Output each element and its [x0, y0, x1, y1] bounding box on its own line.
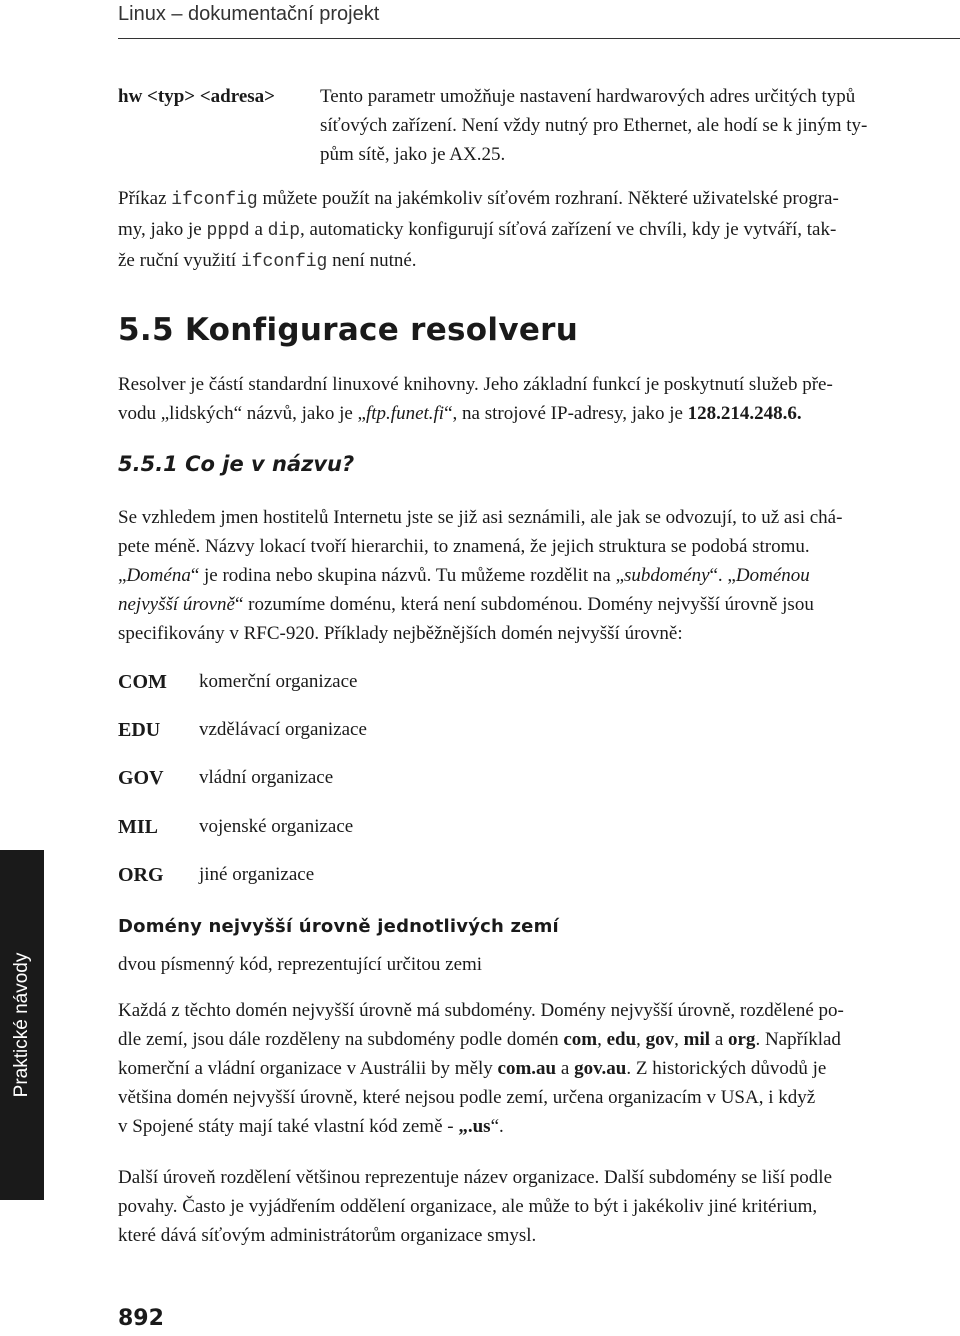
domain-description: vládní organizace — [199, 767, 334, 788]
paragraph-resolver — [118, 370, 954, 428]
country-domains-description: dvou písmenný kód, reprezentující určitou zemi — [118, 954, 483, 975]
code-pppd: pppd — [206, 221, 250, 241]
paragraph-next-level — [118, 1163, 954, 1250]
domain-code: MIL — [118, 816, 158, 838]
definition-term: hw <typ> <adresa> — [118, 86, 275, 107]
code-ifconfig: ifconfig — [240, 252, 328, 272]
domain-description: vojenské organizace — [199, 816, 354, 837]
text-line: vodu „lidských“ názvů, jako je „ftp.funet.fi“, na strojové IP-adresy, jako je 128.214.248.6. — [118, 403, 802, 424]
text-line: které dává síťovým administrátorům organizace smysl. — [118, 1225, 537, 1246]
text-line: specifikovány v RFC-920. Příklady nejběžnějších domén nejvyšší úrovně: — [118, 623, 683, 644]
domain-code: COM — [118, 671, 167, 693]
text-line: „Doména“ je rodina nebo skupina názvů. Tu můžeme rozdělit na „subdomény“. „Doménou — [118, 565, 810, 586]
side-tab-label: Praktické návody — [11, 952, 32, 1098]
code-ifconfig: ifconfig — [171, 190, 258, 210]
domain-code: EDU — [118, 719, 161, 741]
text-line: že ruční využití ifconfig není nutné. — [118, 250, 417, 272]
paragraph-ifconfig — [118, 184, 954, 277]
text-line: dle zemí, jsou dále rozděleny na subdomény podle domén com, edu, gov, mil a org. Například — [118, 1029, 841, 1050]
text-line: pete méně. Názvy lokací tvoří hierarchii, to znamená, že jejich struktura se podobá stromu. — [118, 536, 810, 557]
country-domains-heading: Domény nejvyšší úrovně jednotlivých zemí — [118, 916, 559, 937]
subsection-title: 5.5.1 Co je v názvu? — [118, 452, 355, 476]
code-dip: dip — [267, 221, 301, 241]
domain-description: jiné organizace — [199, 864, 315, 885]
text-line: my, jako je pppd a dip, automaticky konfigurují síťová zařízení ve chvíli, kdy je vytváří, tak- — [118, 219, 837, 241]
definition-line: síťových zařízení. Není vždy nutný pro Ethernet, ale hodí se k jiným ty- — [320, 115, 868, 136]
text-line: Resolver je částí standardní linuxové knihovny. Jeho základní funkcí je poskytnutí služeb pře- — [118, 374, 833, 395]
domain-code: ORG — [118, 864, 164, 886]
paragraph-names — [118, 503, 954, 648]
domain-code: GOV — [118, 767, 164, 789]
domain-description: vzdělávací organizace — [199, 719, 367, 740]
text-line: Se vzhledem jmen hostitelů Internetu jste se již asi seznámili, ale jak se odvozují, to už asi chá- — [118, 507, 843, 528]
side-tab — [0, 850, 44, 1200]
definition-description — [320, 82, 956, 169]
text-line: v Spojené státy mají také vlastní kód země - „.us“. — [118, 1116, 504, 1137]
text-line: nejvyšší úrovně“ rozumíme doménu, která není subdoménou. Domény nejvyšší úrovně jsou — [118, 594, 814, 615]
text-line: Každá z těchto domén nejvyšší úrovně má subdomény. Domény nejvyšší úrovně, rozdělené po- — [118, 1000, 844, 1021]
header-title: Linux – dokumentační projekt — [118, 3, 380, 25]
page-number: 892 — [118, 1306, 164, 1331]
running-header — [118, 0, 960, 39]
text-line: většina domén nejvyšší úrovně, které nejsou podle zemí, určena organizacím v USA, i když — [118, 1087, 816, 1108]
text-line: komerční a vládní organizace v Austrálii by měly com.au a gov.au. Z historických důvodů je — [118, 1058, 827, 1079]
text-line: Příkaz ifconfig můžete použít na jakémkoliv síťovém rozhraní. Některé uživatelské progra- — [118, 188, 839, 210]
definition-line: pům sítě, jako je AX.25. — [320, 144, 506, 165]
definition-line: Tento parametr umožňuje nastavení hardwarových adres určitých typů — [320, 86, 856, 107]
section-title: 5.5 Konfigurace resolveru — [118, 312, 579, 348]
text-line: Další úroveň rozdělení většinou reprezentuje název organizace. Další subdomény se liší podle — [118, 1167, 833, 1188]
text-line: povahy. Často je vyjádřením oddělení organizace, ale může to být i jakékoliv jiné kritérium, — [118, 1196, 818, 1217]
paragraph-subdomains — [118, 996, 954, 1141]
domain-description: komerční organizace — [199, 671, 358, 692]
